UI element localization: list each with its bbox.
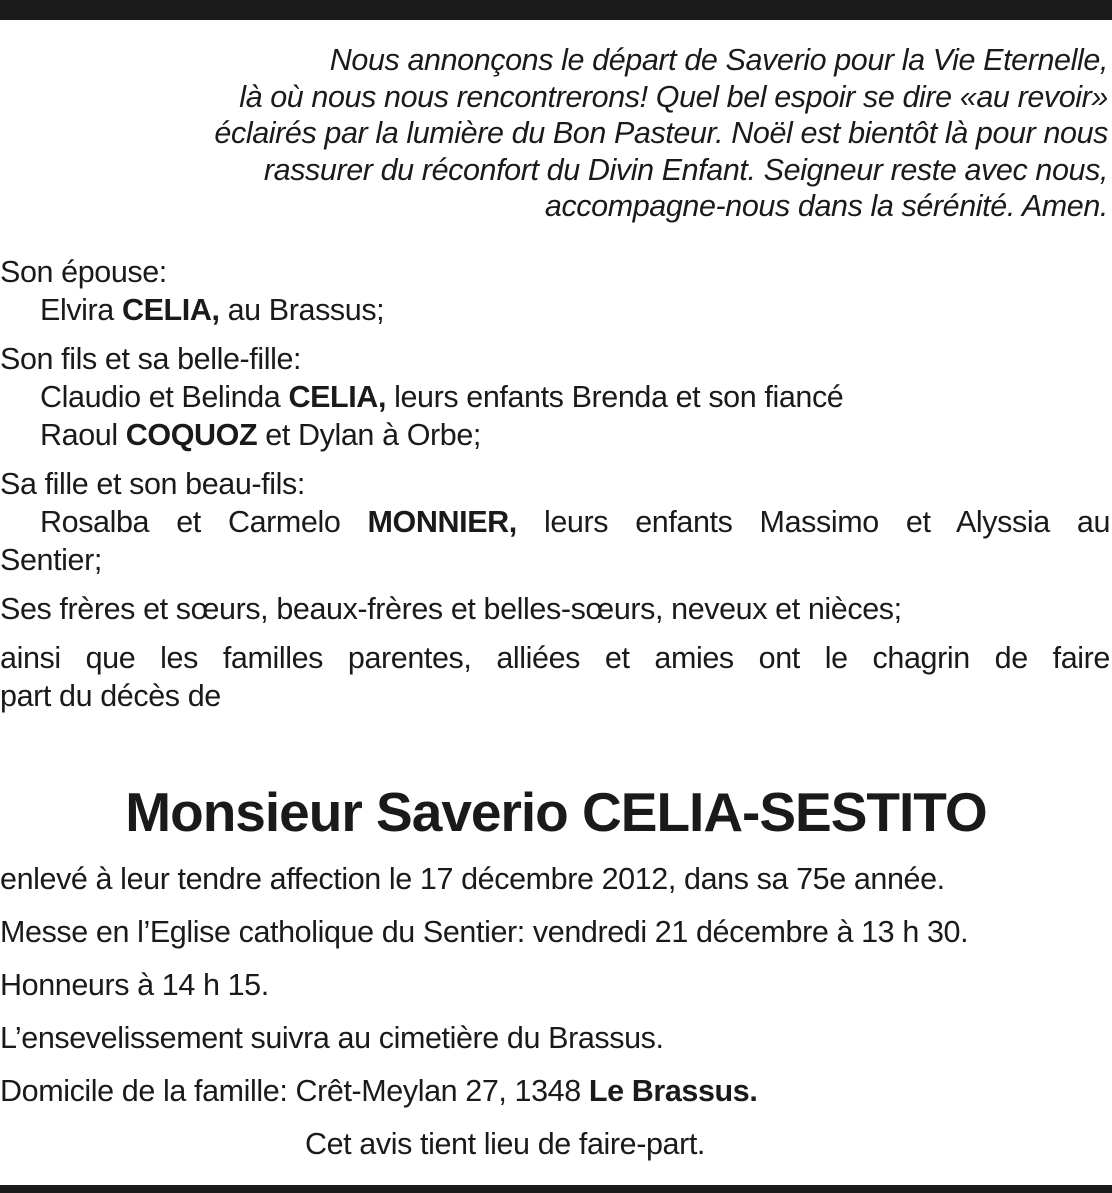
son-heading: Son fils et sa belle-fille:: [0, 342, 302, 376]
son-line-1: Claudio et Belinda CELIA, leurs enfants Brenda et son fiancé: [40, 380, 844, 414]
closing-line: Cet avis tient lieu de faire-part.: [304, 1127, 706, 1161]
verse-line: Nous annonçons le départ de Saverio pour la Vie Eternelle,: [329, 43, 1108, 77]
honours-line: Honneurs à 14 h 15.: [0, 968, 269, 1002]
daughter-line-2: Sentier;: [0, 543, 102, 577]
siblings-line: Ses frères et sœurs, beaux-frères et belles-sœurs, neveux et nièces;: [0, 592, 902, 626]
top-rule: [0, 0, 1112, 20]
verse-line: là où nous nous rencontrerons! Quel bel espoir se dire «au revoir»: [239, 79, 1108, 114]
deceased-name: Monsieur Saverio CELIA-SESTITO: [125, 781, 987, 843]
daughter-heading: Sa fille et son beau-fils:: [0, 467, 305, 501]
verse-line: éclairés par la lumière du Bon Pasteur. Noël est bientôt là pour nous: [214, 116, 1108, 150]
spouse-line: Elvira CELIA, au Brassus;: [40, 293, 385, 327]
families-line-2: part du décès de: [0, 679, 221, 713]
spouse-heading: Son épouse:: [0, 255, 167, 289]
opening-verse: [0, 42, 1108, 225]
verse-line: accompagne-nous dans la sérénité. Amen.: [544, 189, 1108, 223]
verse-line: rassurer du réconfort du Divin Enfant. Seigneur reste avec nous,: [263, 152, 1108, 187]
son-line-2: Raoul COQUOZ et Dylan à Orbe;: [40, 418, 481, 452]
address-line: Domicile de la famille: Crêt-Meylan 27, 1348 Le Brassus.: [0, 1074, 758, 1108]
daughter-line-1: Rosalba et Carmelo MONNIER, leurs enfants Massimo et Alyssia au: [40, 505, 1111, 539]
mass-line: Messe en l’Eglise catholique du Sentier: vendredi 21 décembre à 13 h 30.: [0, 915, 969, 949]
funeral-details: [0, 860, 1110, 1178]
family-list: [0, 253, 1110, 715]
bottom-rule: [0, 1185, 1112, 1193]
families-line-1: ainsi que les familles parentes, alliées et amies ont le chagrin de faire: [0, 641, 1110, 675]
burial-line: L’ensevelissement suivra au cimetière du Brassus.: [0, 1021, 664, 1055]
death-line: enlevé à leur tendre affection le 17 décembre 2012, dans sa 75e année.: [0, 862, 945, 896]
